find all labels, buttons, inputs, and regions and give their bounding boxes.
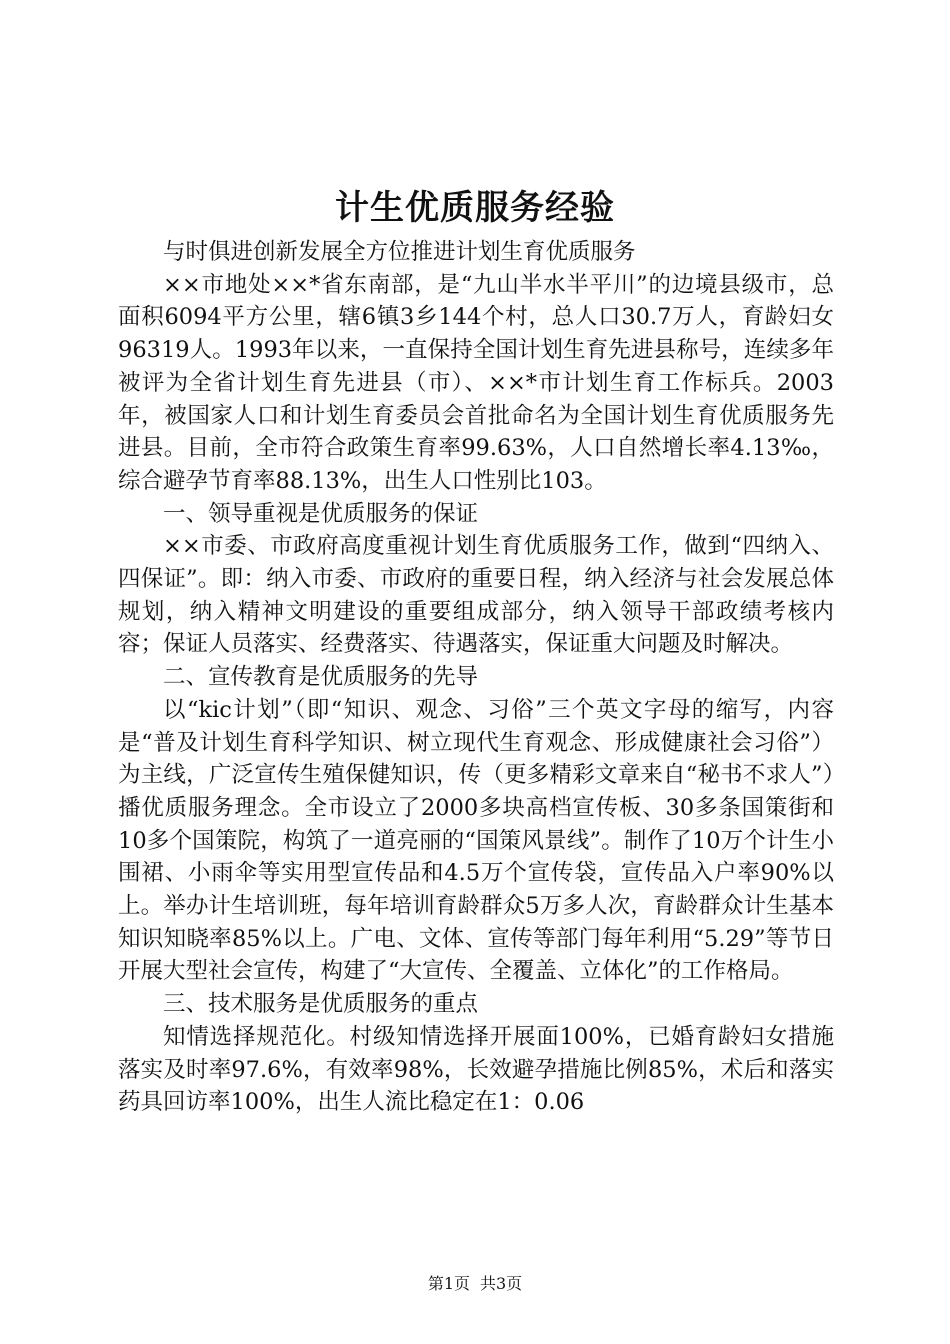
section-1-paragraph: ××市委、市政府高度重视计划生育优质服务工作，做到“四纳入、四保证”。即：纳入市委、市政府的重要日程，纳入经济与社会发展总体规划，纳入精神文明建设的重要组成部分，纳入领导干部政绩考核内容；保证人员落实、经费落实、待遇落实，保证重大问题及时解决。 <box>118 533 834 658</box>
document-body <box>118 236 834 1119</box>
section-2-paragraph: 以“kic计划”（即“知识、观念、习俗”三个英文字母的缩写，内容是“普及计划生育科学知识、树立现代生育观念、形成健康社会习俗”）为主线，广泛宣传生殖保健知识，传（更多精彩文章来自“秘书不求人”）播优质服务理念。全市设立了2000多块高档宣传板、30多条国策街和10多个国策院，构筑了一道亮丽的“国策风景线”。制作了10万个计生小围裙、小雨伞等实用型宣传品和4.5万个宣传袋，宣传品入户率90%以上。举办计生培训班，每年培训育龄群众5万多人次，育龄群众计生基本知识知晓率85%以上。广电、文体、宣传等部门每年利用“5.29”等节日开展大型社会宣传，构建了“大宣传、全覆盖、立体化”的工作格局。 <box>118 696 834 985</box>
section-heading-2: 二、宣传教育是优质服务的先导 <box>163 664 479 691</box>
page-number: 第1页 <box>427 1274 470 1293</box>
section-3-paragraph: 知情选择规范化。村级知情选择开展面100%，已婚育龄妇女措施落实及时率97.6%，有效率98%，长效避孕措施比例85%，术后和落实药具回访率100%，出生人流比稳定在1：0.06 <box>118 1023 834 1116</box>
page-total: 共3页 <box>480 1274 523 1293</box>
section-heading-1: 一、领导重视是优质服务的保证 <box>163 500 479 527</box>
section-heading-3: 三、技术服务是优质服务的重点 <box>163 991 479 1018</box>
page-footer <box>0 1274 950 1294</box>
document-title: 计生优质服务经验 <box>335 188 615 228</box>
intro-paragraph: ××市地处××*省东南部，是“九山半水半平川”的边境县级市，总面积6094平方公里，辖6镇3乡144个村，总人口30.7万人，育龄妇女96319人。1993年以来，一直保持全国计划生育先进县称号，连续多年被评为全省计划生育先进县（市）、××*市计划生育工作标兵。2003年，被国家人口和计划生育委员会首批命名为全国计划生育优质服务先进县。目前，全市符合政策生育率99.63%，人口自然增长率4.13‰，综合避孕节育率88.13%，出生人口性别比103。 <box>118 271 834 494</box>
subtitle-paragraph: 与时俱进创新发展全方位推进计划生育优质服务 <box>163 239 636 265</box>
